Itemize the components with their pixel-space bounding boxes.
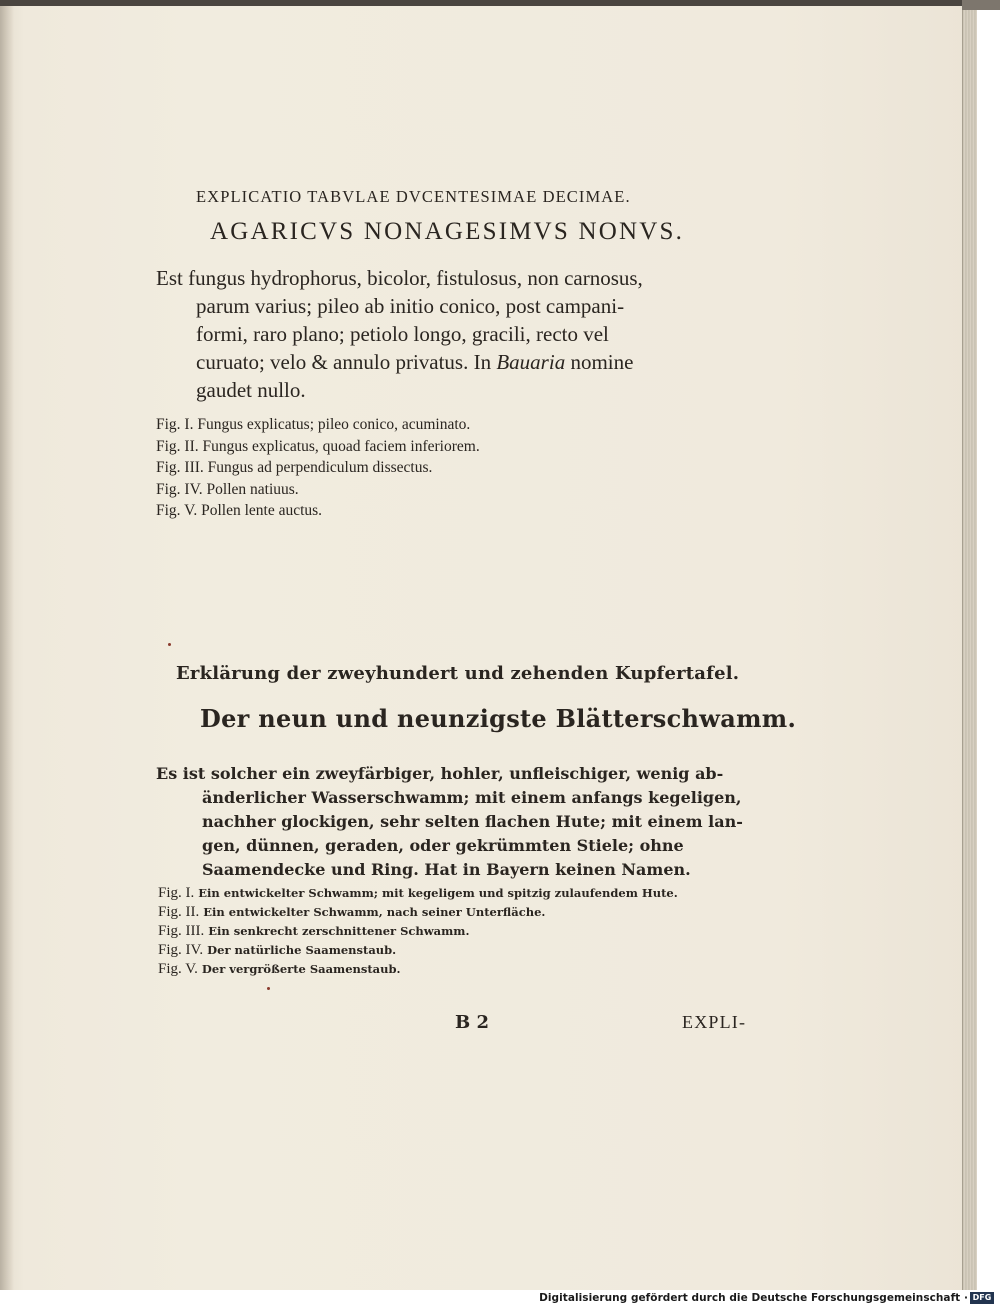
figure-text: Fungus ad perpendiculum dissectus. [207, 459, 433, 476]
latin-description-line: formi, raro plano; petiolo longo, gracili, recto vel [196, 322, 609, 346]
figure-text: Der natürliche Saamenstaub. [207, 943, 397, 957]
german-figure-row [158, 903, 678, 922]
page-gutter-shadow [0, 0, 14, 1290]
latin-figure-row [156, 500, 480, 522]
latin-figure-row [156, 457, 480, 479]
place-name-bauaria: Bauaria [496, 350, 566, 374]
german-description-line: gen, dünnen, geraden, oder gekrümmten Stiele; ohne [202, 836, 684, 855]
german-figure-list [158, 884, 678, 979]
latin-description-fragment: nomine [565, 350, 634, 374]
latin-description-line: gaudet nullo. [196, 378, 306, 402]
dfg-logo: DFG [970, 1292, 994, 1304]
edge-top-corner [962, 0, 1000, 10]
ink-speck [267, 987, 270, 990]
top-border [0, 0, 1000, 6]
figure-text: Der vergrößerte Saamenstaub. [201, 962, 401, 976]
figure-text: Ein senkrecht zerschnittener Schwamm. [208, 924, 470, 938]
figure-label: Fig. V. [158, 961, 198, 977]
latin-figure-row [156, 479, 480, 501]
figure-label: Fig. IV. [158, 942, 204, 958]
latin-figure-row [156, 436, 480, 458]
signature-mark: B 2 [455, 1012, 490, 1033]
german-description-line: Es ist solcher ein zweyfärbiger, hohler, unfleischiger, wenig ab- [156, 764, 724, 783]
figure-label: Fig. I. [158, 885, 195, 901]
latin-figure-list [156, 414, 480, 522]
latin-description-fragment: curuato; velo & annulo privatus. In [196, 350, 497, 374]
german-description-line: Saamendecke und Ring. Hat in Bayern keinen Namen. [202, 860, 691, 879]
figure-text: Pollen lente auctus. [201, 502, 323, 519]
german-description-line: änderlicher Wasserschwamm; mit einem anfangs kegeligen, [202, 788, 742, 807]
german-figure-row [158, 960, 678, 979]
figure-label: Fig. II. [158, 904, 200, 920]
latin-description-line [156, 348, 776, 376]
ink-speck [168, 643, 171, 646]
latin-description-line: parum varius; pileo ab initio conico, post campani- [196, 294, 625, 318]
page-stack-edge [962, 0, 977, 1290]
german-title: Erklärung der zweyhundert und zehenden Kupfertafel. [176, 663, 740, 684]
latin-description-line: Est fungus hydrophorus, bicolor, fistulosus, non carnosus, [156, 266, 643, 290]
figure-label: Fig. II. [156, 437, 199, 455]
figure-text: Ein entwickelter Schwamm; mit kegeligem und spitzig zulaufendem Hute. [198, 886, 678, 900]
figure-label: Fig. I. [156, 416, 194, 433]
german-heading: Der neun und neunzigste Blätterschwamm. [200, 704, 797, 733]
catchword: EXPLI- [682, 1012, 747, 1032]
figure-text: Ein entwickelter Schwamm, nach seiner Unterfläche. [203, 905, 546, 919]
latin-heading: AGARICVS NONAGESIMVS NONVS. [210, 218, 685, 245]
latin-description [156, 264, 776, 404]
figure-label: Fig. III. [156, 459, 204, 476]
latin-title: EXPLICATIO TABVLAE DVCENTESIMAE DECIMAE. [196, 187, 631, 206]
figure-label: Fig. III. [158, 923, 205, 939]
german-figure-row [158, 941, 678, 960]
latin-figure-row [156, 414, 480, 436]
german-description-line: nachher glockigen, sehr selten flachen Hute; mit einem lan- [202, 812, 743, 831]
german-figure-row [158, 884, 678, 903]
german-figure-row [158, 922, 678, 941]
german-description [156, 762, 743, 882]
figure-text: Fungus explicatus; pileo conico, acuminato. [197, 416, 471, 433]
footer-credit: Digitalisierung gefördert durch die Deutsche Forschungsgemeinschaft · [539, 1292, 968, 1304]
figure-text: Pollen natiuus. [206, 480, 299, 498]
figure-label: Fig. V. [156, 502, 198, 519]
figure-text: Fungus explicatus, quoad faciem inferiorem. [202, 437, 480, 455]
figure-label: Fig. IV. [156, 480, 203, 498]
